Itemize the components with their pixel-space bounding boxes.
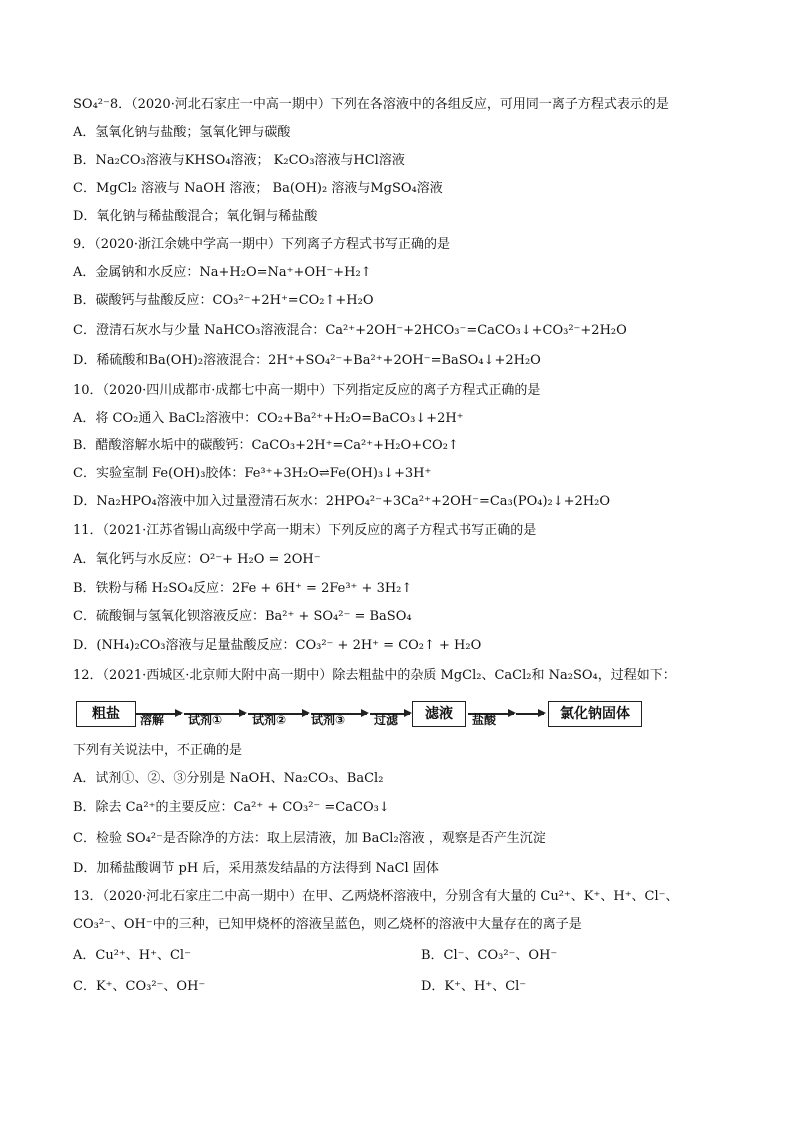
question-13-options-row-1 [73, 947, 723, 965]
question-9-option-c: C．澄清石灰水与少量 NaHCO₃溶液混合：Ca²⁺+2OH⁻+2HCO₃⁻=CaCO₃↓+CO₃²⁻+2H₂O [73, 323, 627, 338]
flow-box-crude-salt: 粗盐 [76, 701, 136, 727]
flow-label-hydrochloric-acid: 盐酸 [472, 713, 497, 727]
question-11-option-b: B．铁粉与稀 H₂SO₄反应：2Fe + 6H⁺ = 2Fe³⁺ + 3H₂↑ [73, 581, 413, 596]
flow-arrow-6 [468, 713, 514, 727]
flow-arrow-4 [311, 713, 367, 727]
question-10-option-d: D．Na₂HPO₄溶液中加入过量澄清石灰水：2HPO₄²⁻+3Ca²⁺+2OH⁻=Ca₃(PO₄)₂↓+2H₂O [73, 494, 610, 509]
question-12-option-b: B．除去 Ca²⁺的主要反应：Ca²⁺ + CO₃²⁻ =CaCO₃↓ [73, 800, 390, 815]
question-8-option-c: C．MgCl₂ 溶液与 NaOH 溶液； Ba(OH)₂ 溶液与MgSO₄溶液 [73, 181, 443, 196]
question-11-option-a: A．氧化钙与水反应：O²⁻+ H₂O = 2OH⁻ [73, 552, 321, 567]
question-13-options-row-2 [73, 978, 723, 996]
question-10-option-c: C．实验室制 Fe(OH)₃胶体：Fe³⁺+3H₂O⇌Fe(OH)₃↓+3H⁺ [73, 466, 432, 481]
salt-purification-flowchart [76, 697, 646, 737]
question-9: 9．（2020·浙江余姚中学高一期中）下列离子方程式书写正确的是 [73, 237, 450, 252]
question-13-option-a: A．Cu²⁺、H⁺、Cl⁻ [73, 948, 191, 963]
flow-label-dissolve: 溶解 [140, 713, 165, 727]
question-8: SO₄²⁻8．（2020·河北石家庄一中高一期中）下列在各溶液中的各组反应，可用同一离子方程式表示的是 [73, 97, 669, 112]
flow-label-reagent-3: 试剂③ [311, 713, 346, 727]
question-9-option-b: B．碳酸钙与盐酸反应：CO₃²⁻+2H⁺=CO₂↑+H₂O [73, 293, 374, 308]
flow-arrow-2 [184, 713, 245, 727]
question-12: 12．（2021·西城区·北京师大附中高一期中）除去粗盐中的杂质 MgCl₂、CaCl₂和 Na₂SO₄，过程如下： [73, 668, 676, 683]
flow-arrow-3 [248, 713, 308, 727]
flow-arrow-7 [516, 713, 544, 715]
question-12-option-c: C．检验 SO₄²⁻是否除净的方法：取上层清液，加 BaCl₂溶液 ，观察是否产生沉淀 [73, 831, 546, 846]
flow-box-nacl-solid: 氯化钠固体 [548, 701, 642, 727]
question-12-option-a: A．试剂①、②、③分别是 NaOH、Na₂CO₃、BaCl₂ [73, 771, 384, 786]
flow-arrow-5 [370, 713, 410, 727]
question-9-option-a: A．金属钠和水反应：Na+H₂O=Na⁺+OH⁻+H₂↑ [73, 265, 372, 280]
question-13: 13．（2020·河北石家庄二中高一期中）在甲、乙两烧杯溶液中，分别含有大量的 Cu²⁺、K⁺、H⁺、Cl⁻、 [73, 889, 679, 904]
flow-box-filtrate: 滤液 [412, 701, 466, 727]
question-10-option-b: B．醋酸溶解水垢中的碳酸钙：CaCO₃+2H⁺=Ca²⁺+H₂O+CO₂↑ [73, 438, 459, 453]
question-10: 10．（2020·四川成都市·成都七中高一期中）下列指定反应的离子方程式正确的是 [73, 383, 541, 398]
question-11-option-d: D．(NH₄)₂CO₃溶液与足量盐酸反应：CO₃²⁻ + 2H⁺ = CO₂↑ + H₂O [73, 638, 482, 653]
question-13-option-b: B．Cl⁻、CO₃²⁻、OH⁻ [421, 948, 558, 963]
flow-arrow-1 [136, 713, 181, 727]
flow-label-filter: 过滤 [374, 713, 399, 727]
question-10-option-a: A．将 CO₂通入 BaCl₂溶液中：CO₂+Ba²⁺+H₂O=BaCO₃↓+2H⁺ [73, 411, 464, 426]
question-13-option-d: D．K⁺、H⁺、Cl⁻ [421, 979, 527, 994]
question-9-option-d: D．稀硫酸和Ba(OH)₂溶液混合：2H⁺+SO₄²⁻+Ba²⁺+2OH⁻=BaSO₄↓+2H₂O [73, 353, 541, 368]
question-11-option-c: C．硫酸铜与氢氧化钡溶液反应：Ba²⁺ + SO₄²⁻ = BaSO₄ [73, 609, 412, 624]
flow-label-reagent-2: 试剂② [252, 713, 287, 727]
question-13-continued: CO₃²⁻、OH⁻中的三种，已知甲烧杯的溶液呈蓝色，则乙烧杯的溶液中大量存在的离子是 [73, 917, 582, 932]
question-8-option-b: B．Na₂CO₃溶液与KHSO₄溶液； K₂CO₃溶液与HCl溶液 [73, 153, 405, 168]
question-8-option-a: A．氢氧化钠与盐酸；氢氧化钾与碳酸 [73, 125, 291, 140]
question-12-stem: 下列有关说法中，不正确的是 [73, 743, 243, 758]
question-13-option-c: C．K⁺、CO₃²⁻、OH⁻ [73, 979, 206, 994]
question-12-option-d: D．加稀盐酸调节 pH 后，采用蒸发结晶的方法得到 NaCl 固体 [73, 861, 439, 876]
question-11: 11．（2021·江苏省锡山高级中学高一期末）下列反应的离子方程式书写正确的是 [73, 523, 537, 538]
question-8-option-d: D．氧化钠与稀盐酸混合；氧化铜与稀盐酸 [73, 209, 318, 224]
flow-label-reagent-1: 试剂① [188, 713, 223, 727]
